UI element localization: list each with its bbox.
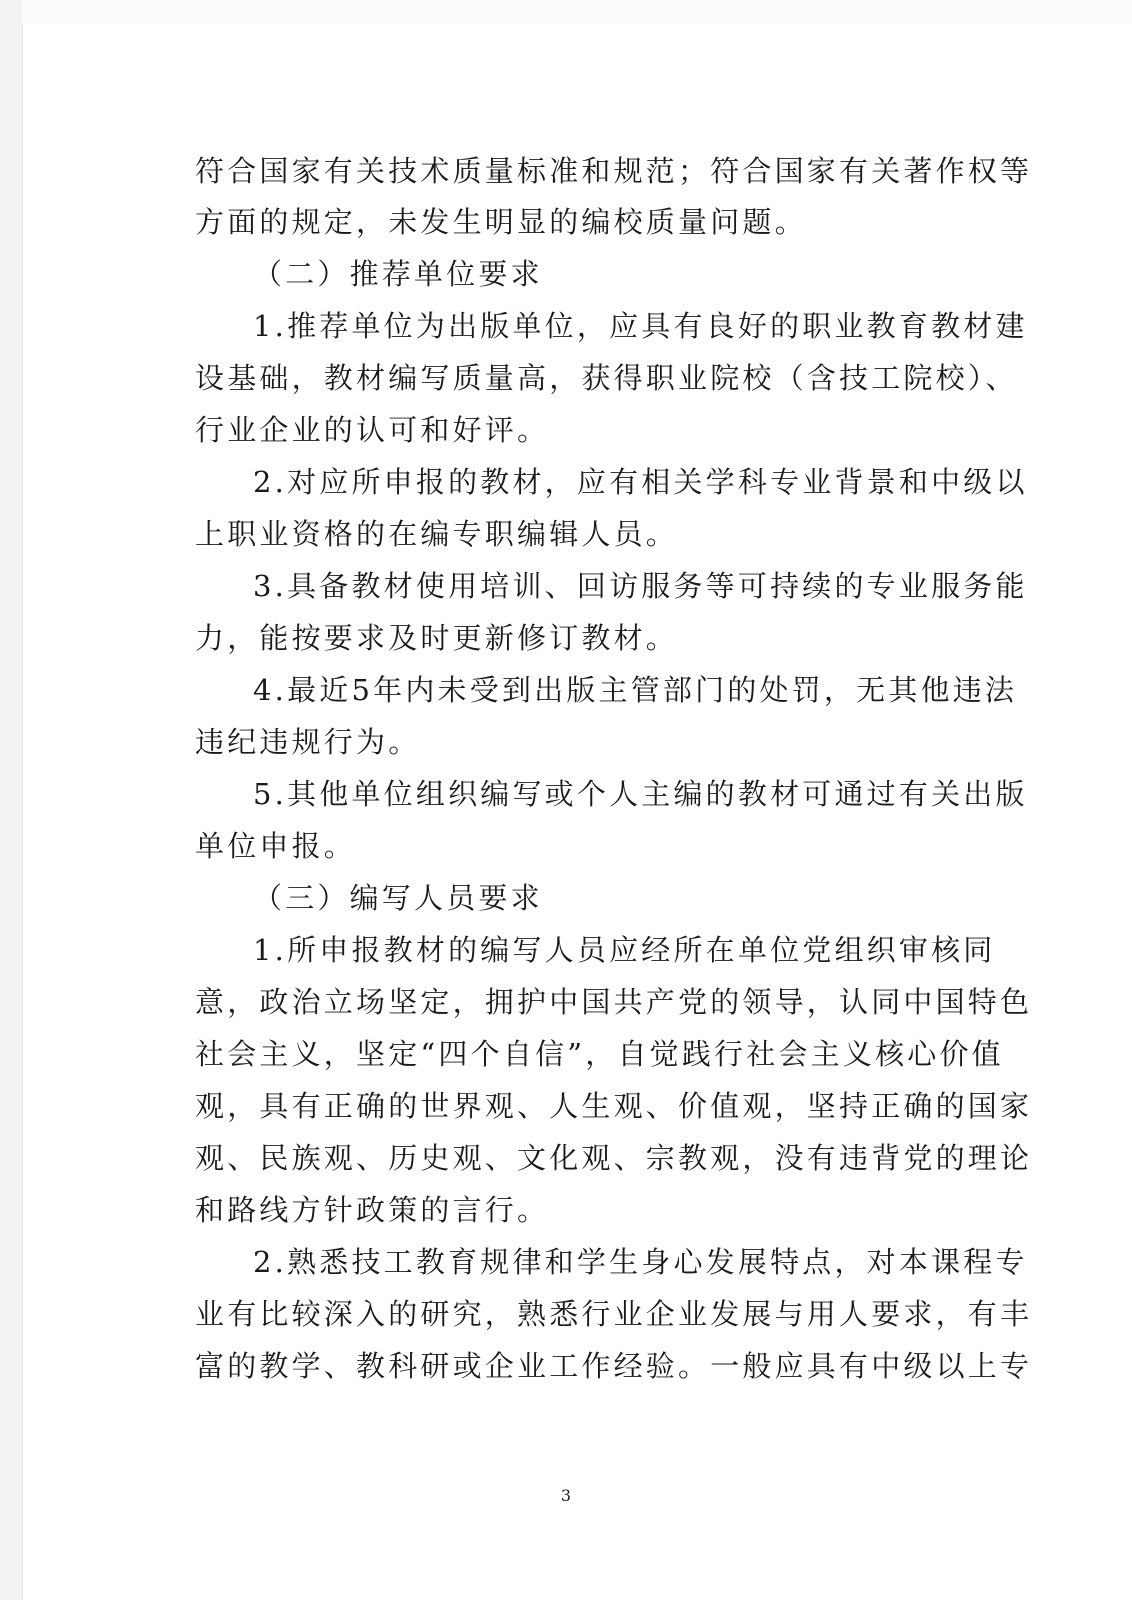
text-line: 5.其他单位组织编写或个人主编的教材可通过有关出版	[253, 777, 1028, 811]
text-line: 符合国家有关技术质量标准和规范；符合国家有关著作权等	[195, 154, 1033, 188]
text-line: 社会主义，坚定“四个自信”，自觉践行社会主义核心价值	[195, 1037, 1004, 1071]
scan-top-band	[22, 0, 1132, 24]
text-line: 3.具备教材使用培训、回访服务等可持续的专业服务能	[253, 569, 1028, 603]
text-line: 行业企业的认可和好评。	[195, 413, 550, 447]
text-line: 4.最近5年内未受到出版主管部门的处罚，无其他违法	[253, 673, 1018, 707]
text-line: 业有比较深入的研究，熟悉行业企业发展与用人要求，有丰	[195, 1297, 1033, 1331]
text-line: 2.对应所申报的教材，应有相关学科专业背景和中级以	[253, 465, 1028, 499]
text-line: 设基础，教材编写质量高，获得职业院校（含技工院校）、	[195, 361, 1018, 395]
text-line: 力，能按要求及时更新修订教材。	[195, 621, 679, 655]
text-line: 和路线方针政策的言行。	[195, 1193, 550, 1227]
section-heading: （二）推荐单位要求	[253, 257, 543, 291]
page-number: 3	[560, 1486, 572, 1505]
text-line: 富的教学、教科研或企业工作经验。一般应具有中级以上专	[195, 1349, 1033, 1383]
text-line: 2.熟悉技工教育规律和学生身心发展特点，对本课程专	[253, 1245, 1028, 1279]
text-line: 观、民族观、历史观、文化观、宗教观，没有违背党的理论	[195, 1141, 1033, 1175]
text-line: 观，具有正确的世界观、人生观、价值观，坚持正确的国家	[195, 1089, 1033, 1123]
text-line: 上职业资格的在编专职编辑人员。	[195, 517, 679, 551]
text-line: 1.所申报教材的编写人员应经所在单位党组织审核同	[253, 933, 996, 967]
text-line: 方面的规定，未发生明显的编校质量问题。	[195, 205, 807, 239]
section-heading: （三）编写人员要求	[253, 881, 543, 915]
text-line: 1.推荐单位为出版单位，应具有良好的职业教育教材建	[253, 309, 1028, 343]
text-line: 违纪违规行为。	[195, 725, 421, 759]
text-line: 单位申报。	[195, 829, 357, 863]
text-line: 意，政治立场坚定，拥护中国共产党的领导，认同中国特色	[195, 985, 1033, 1019]
scan-left-edge	[0, 0, 23, 1600]
